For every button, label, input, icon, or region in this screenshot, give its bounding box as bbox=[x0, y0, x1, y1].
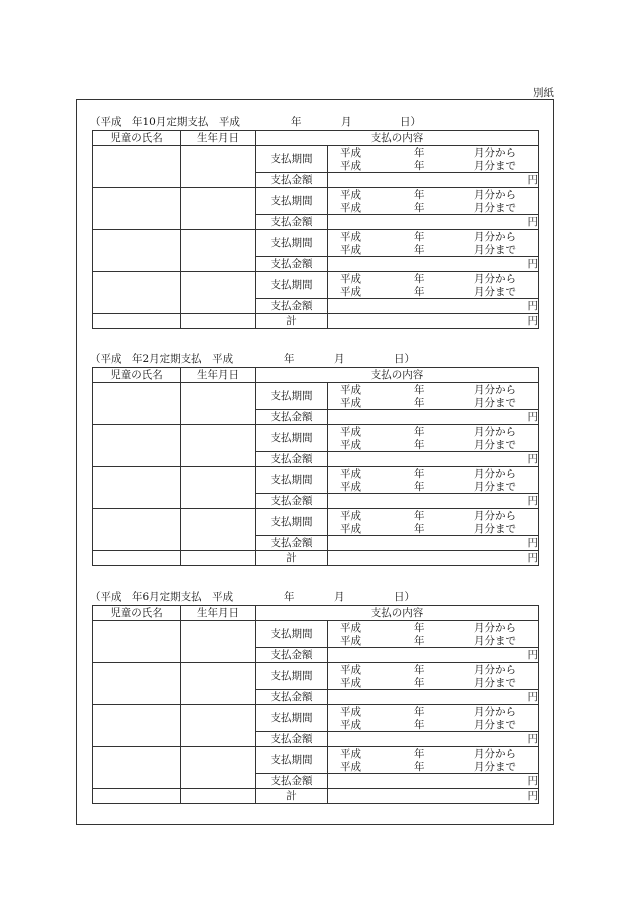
yen-unit: 円 bbox=[527, 537, 539, 549]
attachment-label: 別紙 bbox=[533, 87, 554, 99]
year-text: 年 bbox=[414, 244, 425, 256]
amount-label: 支払金額 bbox=[256, 648, 328, 663]
payment-period-value[interactable] bbox=[328, 425, 539, 452]
child-row bbox=[93, 621, 539, 648]
heading-year: 年 bbox=[291, 116, 302, 128]
yen-unit: 円 bbox=[527, 649, 539, 661]
month-from-text: 月分から bbox=[474, 426, 516, 438]
birthdate-header: 生年月日 bbox=[181, 606, 256, 621]
period-label: 支払期間 bbox=[256, 509, 328, 536]
yen-unit: 円 bbox=[527, 733, 539, 745]
era-text: 平成 bbox=[340, 748, 361, 760]
month-to-text: 月分まで bbox=[474, 244, 516, 256]
birthdate-cell[interactable] bbox=[181, 230, 256, 272]
year-text: 年 bbox=[414, 202, 425, 214]
birthdate-cell[interactable] bbox=[181, 509, 256, 551]
child-row bbox=[93, 146, 539, 173]
payment-period-value[interactable] bbox=[328, 188, 539, 215]
child-row bbox=[93, 383, 539, 410]
total-value[interactable] bbox=[328, 789, 539, 804]
payment-period-value[interactable] bbox=[328, 621, 539, 648]
amount-value[interactable] bbox=[328, 648, 539, 663]
era-text: 平成 bbox=[340, 510, 361, 522]
month-from-text: 月分から bbox=[474, 231, 516, 243]
period-label: 支払期間 bbox=[256, 705, 328, 732]
payment-section bbox=[92, 341, 538, 566]
birthdate-cell[interactable] bbox=[181, 383, 256, 425]
month-to-text: 月分まで bbox=[474, 160, 516, 172]
year-text: 年 bbox=[414, 481, 425, 493]
period-label: 支払期間 bbox=[256, 747, 328, 774]
payment-period-value[interactable] bbox=[328, 467, 539, 494]
month-to-text: 月分まで bbox=[474, 635, 516, 647]
year-text: 年 bbox=[414, 468, 425, 480]
yen-unit: 円 bbox=[527, 495, 539, 507]
period-label: 支払期間 bbox=[256, 383, 328, 410]
year-text: 年 bbox=[414, 523, 425, 535]
birthdate-cell[interactable] bbox=[181, 747, 256, 789]
month-to-text: 月分まで bbox=[474, 202, 516, 214]
heading-month: 月 bbox=[334, 353, 345, 365]
amount-label: 支払金額 bbox=[256, 215, 328, 230]
period-line-from bbox=[328, 705, 538, 718]
amount-label: 支払金額 bbox=[256, 536, 328, 551]
year-text: 年 bbox=[414, 719, 425, 731]
heading-year: 年 bbox=[284, 591, 295, 603]
amount-label: 支払金額 bbox=[256, 173, 328, 188]
total-value[interactable] bbox=[328, 551, 539, 566]
period-line-from bbox=[328, 467, 538, 480]
amount-value[interactable] bbox=[328, 452, 539, 467]
header-row bbox=[93, 606, 539, 621]
child-row bbox=[93, 425, 539, 452]
total-row bbox=[93, 789, 539, 804]
amount-label: 支払金額 bbox=[256, 494, 328, 509]
era-text: 平成 bbox=[340, 706, 361, 718]
month-to-text: 月分まで bbox=[474, 761, 516, 773]
era-text: 平成 bbox=[340, 523, 361, 535]
payment-period-value[interactable] bbox=[328, 747, 539, 774]
child-row bbox=[93, 188, 539, 215]
period-line-to bbox=[328, 522, 538, 535]
period-line-to bbox=[328, 480, 538, 493]
year-text: 年 bbox=[414, 748, 425, 760]
period-line-to bbox=[328, 760, 538, 773]
payment-period-value[interactable] bbox=[328, 230, 539, 257]
total-label: 計 bbox=[256, 551, 328, 566]
year-text: 年 bbox=[414, 160, 425, 172]
payment-period-value[interactable] bbox=[328, 705, 539, 732]
section-heading bbox=[92, 341, 538, 367]
child-name-cell[interactable] bbox=[93, 467, 181, 509]
child-name-cell[interactable] bbox=[93, 663, 181, 705]
payment-table bbox=[92, 605, 539, 804]
period-line-to bbox=[328, 243, 538, 256]
era-text: 平成 bbox=[340, 677, 361, 689]
child-row bbox=[93, 230, 539, 257]
period-label: 支払期間 bbox=[256, 467, 328, 494]
era-text: 平成 bbox=[340, 481, 361, 493]
child-name-header: 児童の氏名 bbox=[93, 368, 181, 383]
year-text: 年 bbox=[414, 761, 425, 773]
period-label: 支払期間 bbox=[256, 146, 328, 173]
period-label: 支払期間 bbox=[256, 663, 328, 690]
amount-value[interactable] bbox=[328, 536, 539, 551]
period-line-from bbox=[328, 747, 538, 760]
total-row bbox=[93, 551, 539, 566]
era-text: 平成 bbox=[340, 147, 361, 159]
payment-content-header: 支払の内容 bbox=[256, 368, 539, 383]
total-value[interactable] bbox=[328, 314, 539, 329]
period-line-to bbox=[328, 634, 538, 647]
birthdate-cell[interactable] bbox=[181, 467, 256, 509]
yen-unit: 円 bbox=[527, 258, 539, 270]
period-line-from bbox=[328, 383, 538, 396]
child-name-header: 児童の氏名 bbox=[93, 131, 181, 146]
era-text: 平成 bbox=[340, 761, 361, 773]
era-text: 平成 bbox=[340, 468, 361, 480]
year-text: 年 bbox=[414, 147, 425, 159]
payment-table bbox=[92, 367, 539, 566]
amount-value[interactable] bbox=[328, 215, 539, 230]
yen-unit: 円 bbox=[527, 552, 539, 564]
era-text: 平成 bbox=[340, 189, 361, 201]
period-label: 支払期間 bbox=[256, 230, 328, 257]
period-line-from bbox=[328, 146, 538, 159]
child-row bbox=[93, 467, 539, 494]
amount-label: 支払金額 bbox=[256, 299, 328, 314]
yen-unit: 円 bbox=[527, 315, 539, 327]
child-name-cell[interactable] bbox=[93, 383, 181, 425]
child-name-header: 児童の氏名 bbox=[93, 606, 181, 621]
amount-value[interactable] bbox=[328, 774, 539, 789]
era-text: 平成 bbox=[340, 384, 361, 396]
amount-value[interactable] bbox=[328, 732, 539, 747]
section-heading bbox=[92, 579, 538, 605]
period-line-from bbox=[328, 621, 538, 634]
period-line-to bbox=[328, 396, 538, 409]
yen-unit: 円 bbox=[527, 174, 539, 186]
child-name-cell[interactable] bbox=[93, 230, 181, 272]
heading-year: 年 bbox=[284, 353, 295, 365]
period-line-from bbox=[328, 188, 538, 201]
yen-unit: 円 bbox=[527, 790, 539, 802]
child-name-cell[interactable] bbox=[93, 188, 181, 230]
era-text: 平成 bbox=[340, 273, 361, 285]
amount-value[interactable] bbox=[328, 173, 539, 188]
payment-period-value[interactable] bbox=[328, 272, 539, 299]
amount-label: 支払金額 bbox=[256, 774, 328, 789]
child-row bbox=[93, 272, 539, 299]
era-text: 平成 bbox=[340, 202, 361, 214]
birthdate-cell[interactable] bbox=[181, 663, 256, 705]
payment-section bbox=[92, 104, 538, 329]
month-to-text: 月分まで bbox=[474, 397, 516, 409]
month-from-text: 月分から bbox=[474, 510, 516, 522]
heading-month: 月 bbox=[334, 591, 345, 603]
era-text: 平成 bbox=[340, 622, 361, 634]
amount-label: 支払金額 bbox=[256, 410, 328, 425]
yen-unit: 円 bbox=[527, 411, 539, 423]
heading-day: 日） bbox=[400, 116, 421, 128]
era-text: 平成 bbox=[340, 719, 361, 731]
yen-unit: 円 bbox=[527, 453, 539, 465]
period-line-to bbox=[328, 438, 538, 451]
period-line-to bbox=[328, 718, 538, 731]
payment-section bbox=[92, 579, 538, 804]
yen-unit: 円 bbox=[527, 691, 539, 703]
yen-unit: 円 bbox=[527, 775, 539, 787]
child-row bbox=[93, 663, 539, 690]
period-label: 支払期間 bbox=[256, 272, 328, 299]
birthdate-cell[interactable] bbox=[181, 621, 256, 663]
payment-table bbox=[92, 130, 539, 329]
payment-content-header: 支払の内容 bbox=[256, 131, 539, 146]
month-from-text: 月分から bbox=[474, 147, 516, 159]
birthdate-cell[interactable] bbox=[181, 705, 256, 747]
child-name-cell[interactable] bbox=[93, 621, 181, 663]
amount-label: 支払金額 bbox=[256, 690, 328, 705]
period-line-from bbox=[328, 230, 538, 243]
child-name-cell[interactable] bbox=[93, 272, 181, 314]
month-from-text: 月分から bbox=[474, 468, 516, 480]
amount-value[interactable] bbox=[328, 257, 539, 272]
period-label: 支払期間 bbox=[256, 425, 328, 452]
total-label: 計 bbox=[256, 789, 328, 804]
era-text: 平成 bbox=[340, 286, 361, 298]
month-to-text: 月分まで bbox=[474, 719, 516, 731]
child-name-cell[interactable] bbox=[93, 425, 181, 467]
year-text: 年 bbox=[414, 706, 425, 718]
heading-day: 日） bbox=[394, 591, 415, 603]
year-text: 年 bbox=[414, 664, 425, 676]
month-to-text: 月分まで bbox=[474, 286, 516, 298]
period-line-from bbox=[328, 663, 538, 676]
amount-value[interactable] bbox=[328, 690, 539, 705]
child-name-cell[interactable] bbox=[93, 705, 181, 747]
amount-value[interactable] bbox=[328, 299, 539, 314]
child-name-cell[interactable] bbox=[93, 146, 181, 188]
year-text: 年 bbox=[414, 384, 425, 396]
year-text: 年 bbox=[414, 510, 425, 522]
header-row bbox=[93, 131, 539, 146]
heading-month: 月 bbox=[341, 116, 352, 128]
month-from-text: 月分から bbox=[474, 706, 516, 718]
year-text: 年 bbox=[414, 426, 425, 438]
period-label: 支払期間 bbox=[256, 621, 328, 648]
year-text: 年 bbox=[414, 635, 425, 647]
month-to-text: 月分まで bbox=[474, 439, 516, 451]
year-text: 年 bbox=[414, 286, 425, 298]
heading-open: （平成 年10月定期支払 平成 bbox=[90, 116, 240, 128]
payment-period-value[interactable] bbox=[328, 509, 539, 536]
amount-label: 支払金額 bbox=[256, 257, 328, 272]
era-text: 平成 bbox=[340, 244, 361, 256]
era-text: 平成 bbox=[340, 635, 361, 647]
birthdate-cell[interactable] bbox=[181, 425, 256, 467]
month-from-text: 月分から bbox=[474, 622, 516, 634]
payment-content-header: 支払の内容 bbox=[256, 606, 539, 621]
yen-unit: 円 bbox=[527, 216, 539, 228]
year-text: 年 bbox=[414, 231, 425, 243]
section-heading bbox=[92, 104, 538, 130]
total-row bbox=[93, 314, 539, 329]
era-text: 平成 bbox=[340, 397, 361, 409]
child-row bbox=[93, 705, 539, 732]
year-text: 年 bbox=[414, 397, 425, 409]
birthdate-header: 生年月日 bbox=[181, 368, 256, 383]
child-row bbox=[93, 747, 539, 774]
year-text: 年 bbox=[414, 677, 425, 689]
era-text: 平成 bbox=[340, 664, 361, 676]
payment-period-value[interactable] bbox=[328, 383, 539, 410]
heading-open: （平成 年2月定期支払 平成 bbox=[90, 353, 234, 365]
month-from-text: 月分から bbox=[474, 664, 516, 676]
month-from-text: 月分から bbox=[474, 384, 516, 396]
month-to-text: 月分まで bbox=[474, 677, 516, 689]
period-line-to bbox=[328, 201, 538, 214]
payment-period-value[interactable] bbox=[328, 663, 539, 690]
total-label: 計 bbox=[256, 314, 328, 329]
month-to-text: 月分まで bbox=[474, 523, 516, 535]
child-name-cell[interactable] bbox=[93, 747, 181, 789]
month-from-text: 月分から bbox=[474, 748, 516, 760]
period-line-from bbox=[328, 272, 538, 285]
amount-label: 支払金額 bbox=[256, 732, 328, 747]
year-text: 年 bbox=[414, 189, 425, 201]
month-from-text: 月分から bbox=[474, 273, 516, 285]
birthdate-cell[interactable] bbox=[181, 188, 256, 230]
era-text: 平成 bbox=[340, 439, 361, 451]
header-row bbox=[93, 368, 539, 383]
era-text: 平成 bbox=[340, 426, 361, 438]
child-name-cell[interactable] bbox=[93, 509, 181, 551]
period-line-to bbox=[328, 159, 538, 172]
yen-unit: 円 bbox=[527, 300, 539, 312]
month-to-text: 月分まで bbox=[474, 481, 516, 493]
year-text: 年 bbox=[414, 439, 425, 451]
amount-label: 支払金額 bbox=[256, 452, 328, 467]
period-line-to bbox=[328, 676, 538, 689]
period-line-to bbox=[328, 285, 538, 298]
amount-value[interactable] bbox=[328, 410, 539, 425]
birthdate-cell[interactable] bbox=[181, 146, 256, 188]
heading-open: （平成 年6月定期支払 平成 bbox=[90, 591, 234, 603]
era-text: 平成 bbox=[340, 231, 361, 243]
period-line-from bbox=[328, 425, 538, 438]
month-from-text: 月分から bbox=[474, 189, 516, 201]
heading-day: 日） bbox=[394, 353, 415, 365]
birthdate-cell[interactable] bbox=[181, 272, 256, 314]
birthdate-header: 生年月日 bbox=[181, 131, 256, 146]
period-label: 支払期間 bbox=[256, 188, 328, 215]
year-text: 年 bbox=[414, 622, 425, 634]
year-text: 年 bbox=[414, 273, 425, 285]
era-text: 平成 bbox=[340, 160, 361, 172]
child-row bbox=[93, 509, 539, 536]
payment-period-value[interactable] bbox=[328, 146, 539, 173]
period-line-from bbox=[328, 509, 538, 522]
amount-value[interactable] bbox=[328, 494, 539, 509]
